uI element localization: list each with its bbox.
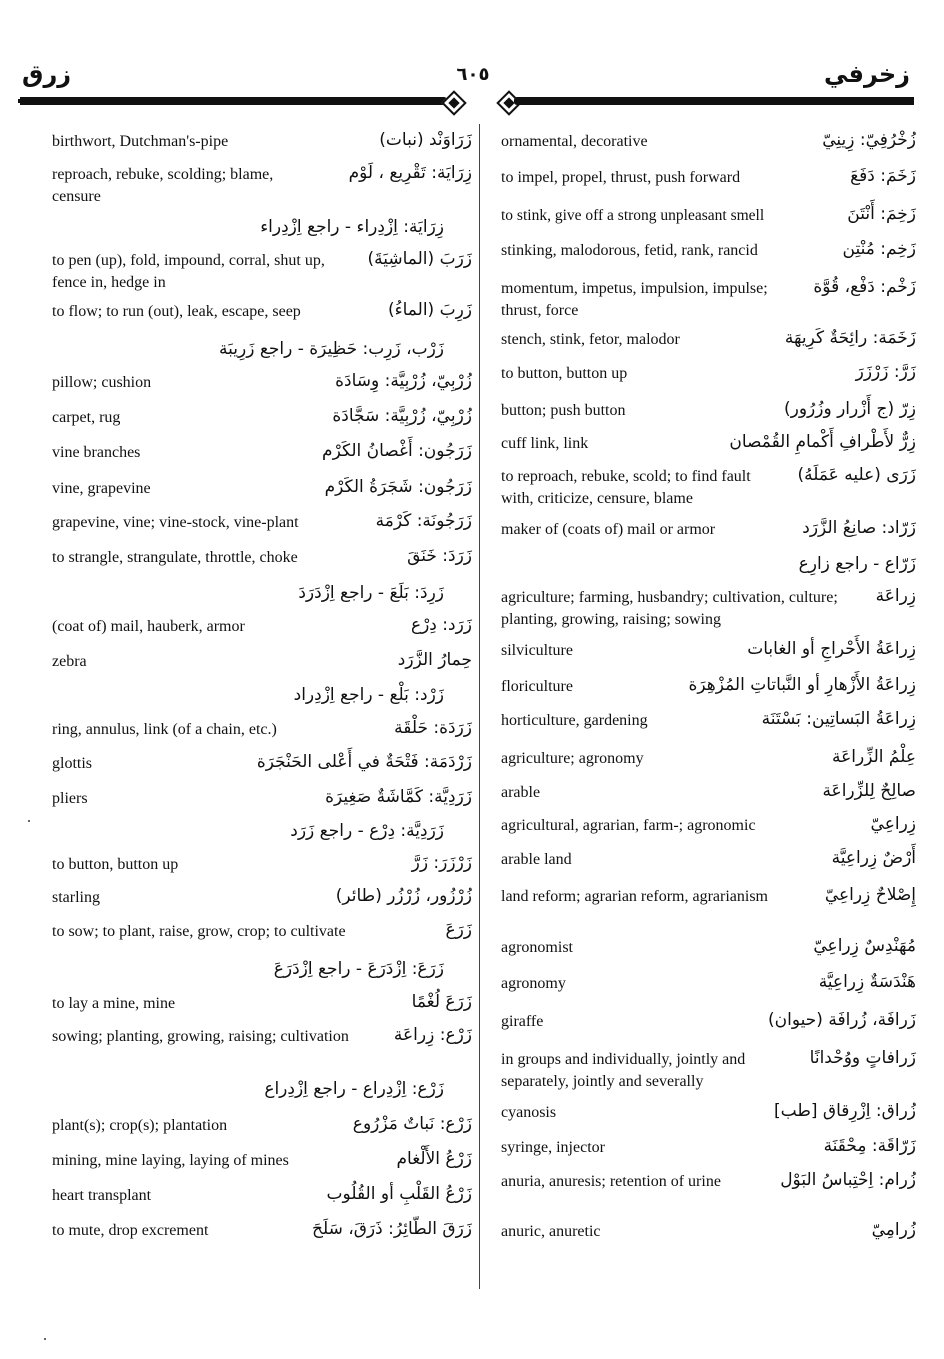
scan-speck	[28, 820, 30, 822]
arabic-headword: زَرَدَ: خَنَقَ	[407, 546, 472, 566]
arabic-headword: زِرَايَة: تَقْرِيع ، لَوْم	[348, 163, 472, 183]
arabic-headword: زُرْبِيّ، زُرْبِيَّة: سَجَّادَة	[332, 406, 472, 426]
arabic-headword: زِرٌّ لأَطْرافِ أَكْمامِ القُمْصان	[729, 432, 916, 452]
arabic-cross-reference: زَرْب، زَرِب: حَظِيرَة - راجع زَرِيبَة	[219, 339, 444, 359]
english-definition: to strangle, strangulate, throttle, choke	[52, 549, 298, 566]
arabic-cross-reference: زَرَدِيَّة: دِرْع - راجع زَرَد	[290, 821, 444, 841]
arabic-headword: زَرَجُون: شَجَرَةُ الكَرْم	[324, 477, 472, 497]
english-definition: to reproach, rebuke, scold; to find fault with, criticize, censure, blame	[501, 468, 751, 507]
arabic-headword: زَرْعُ الأَلْغام	[396, 1149, 472, 1169]
english-definition: starling	[52, 889, 100, 906]
english-definition: sowing; planting, growing, raising; cultivation	[52, 1028, 349, 1045]
english-definition: to stink, give off a strong unpleasant smell	[501, 207, 765, 224]
english-definition: syringe, injector	[501, 1139, 605, 1156]
english-definition: to button, button up	[501, 365, 628, 382]
arabic-headword: زَرَدِيَّة: كَمَّاشَةٌ صَغِيرَة	[325, 787, 472, 807]
arabic-headword: زُرامِيّ	[871, 1220, 916, 1240]
arabic-headword: زِراعَةُ البَساتِين: بَسْتَنَة	[761, 709, 916, 729]
page-number: ٦٠٥	[456, 64, 490, 85]
arabic-cross-reference: زَرِدَ: بَلَعَ - راجع اِزْدَرَدَ	[298, 583, 444, 603]
english-definition: reproach, rebuke, scolding; blame, censure	[52, 166, 274, 205]
english-definition: zebra	[52, 653, 87, 670]
english-definition: floriculture	[501, 678, 573, 695]
english-definition: stench, stink, fetor, malodor	[501, 331, 680, 348]
column-divider	[479, 124, 480, 1289]
english-definition: agriculture; agronomy	[501, 750, 644, 767]
english-definition: plant(s); crop(s); plantation	[52, 1117, 228, 1134]
english-definition: anuria, anuresis; retention of urine	[501, 1173, 721, 1190]
english-definition: to pen (up), fold, impound, corral, shut up, fence in, hedge in	[52, 252, 325, 291]
english-definition: ornamental, decorative	[501, 133, 648, 150]
arabic-headword: زَرّاقَة: مِحْقَنَة	[823, 1136, 916, 1156]
arabic-headword: زَرْع: زِراعَة	[393, 1025, 472, 1045]
left-guide-word: زرق	[22, 60, 72, 88]
english-definition: pliers	[52, 790, 88, 807]
english-definition: giraffe	[501, 1013, 544, 1030]
arabic-headword: زُرْزُور، زُرْزُر (طائر)	[335, 886, 472, 906]
arabic-headword: زَرَى (عليه عَمَلَهُ)	[797, 465, 916, 485]
arabic-headword: زُرام: اِحْتِباسُ البَوْل	[780, 1170, 916, 1190]
english-definition: vine, grapevine	[52, 480, 151, 497]
english-definition: silviculture	[501, 642, 573, 659]
english-definition: anuric, anuretic	[501, 1223, 601, 1240]
arabic-headword: زَرَعَ لُغْمًا	[411, 992, 472, 1012]
arabic-headword: زَرْزَرَ: زَرَّ	[411, 853, 472, 873]
arabic-headword: زِراعِيّ	[870, 814, 916, 834]
right-guide-word: زخرفي	[823, 60, 910, 88]
arabic-headword: زَرْدَمَة: فَتْحَةٌ في أَعْلى الحَنْجَرَة	[256, 752, 472, 772]
arabic-headword: زَخَمَة: رائِحَةٌ كَرِيهَة	[784, 328, 916, 348]
english-definition: to impel, propel, thrust, push forward	[501, 169, 741, 186]
arabic-headword: زَرَعَ	[445, 920, 472, 940]
arabic-headword: زِراعَةُ الأَحْراجِ أو الغابات	[747, 639, 916, 659]
english-definition: to flow; to run (out), leak, escape, seep	[52, 303, 301, 320]
english-definition: ring, annulus, link (of a chain, etc.)	[52, 721, 277, 738]
arabic-headword: زِراعَة	[875, 586, 916, 606]
arabic-headword: زَرافَة، زُرافَة (حيوان)	[768, 1010, 916, 1030]
english-definition: in groups and individually, jointly and separately, jointly and severally	[501, 1051, 746, 1090]
arabic-headword: عِلْمُ الزِّراعَة	[832, 747, 916, 767]
english-definition: cuff link, link	[501, 435, 589, 452]
arabic-headword: زَرْع: نَباتٌ مَزْرُوع	[352, 1114, 472, 1134]
arabic-headword: زَرِبَ (الماءُ)	[388, 300, 472, 320]
arabic-headword: زَخَمَ: دَفَعَ	[850, 166, 916, 186]
english-definition: agricultural, agrarian, farm-; agronomic	[501, 817, 756, 834]
arabic-headword: زَرَبَ (الماشِيَةَ)	[367, 249, 472, 269]
english-definition: grapevine, vine; vine-stock, vine-plant	[52, 514, 299, 531]
english-definition: button; push button	[501, 402, 626, 419]
arabic-headword: زَرَد: دِرْع	[410, 615, 472, 635]
english-definition: to lay a mine, mine	[52, 995, 176, 1012]
english-definition: cyanosis	[501, 1104, 557, 1121]
page-header	[0, 52, 944, 102]
arabic-headword: زَرَدَة: حَلْقَة	[394, 718, 472, 738]
arabic-headword: زُراق: اِزْرِقاق [طب]	[774, 1101, 916, 1121]
arabic-headword: زَرَّ: زَرْزَرَ	[855, 362, 916, 382]
arabic-headword: زُرْبِيّ، زُرْبِيَّة: وِسَادَة	[335, 371, 472, 391]
arabic-headword: زَرَجُون: أَغْصانُ الكَرْم	[322, 441, 472, 461]
english-definition: carpet, rug	[52, 409, 121, 426]
english-definition: vine branches	[52, 444, 141, 461]
english-definition: land reform; agrarian reform, agrarianism	[501, 888, 768, 905]
english-definition: agronomist	[501, 939, 573, 956]
english-definition: heart transplant	[52, 1187, 152, 1204]
english-definition: glottis	[52, 755, 93, 772]
english-definition: agronomy	[501, 975, 566, 992]
arabic-headword: زَخْم: دَفْع، قُوَّة	[813, 277, 916, 297]
arabic-cross-reference: زَرَعَ: اِزْدَرَعَ - راجع اِزْدَرَعَ	[273, 959, 444, 979]
english-definition: mining, mine laying, laying of mines	[52, 1152, 289, 1169]
arabic-cross-reference: زَرْع: اِزْدِراع - راجع اِزْدِراع	[264, 1079, 444, 1099]
arabic-headword: زُخْرُفِيّ: زِينِيّ	[822, 130, 916, 150]
arabic-cross-reference: زَرْد: بَلْع - راجع اِزْدِراد	[293, 685, 444, 705]
english-definition: pillow; cushion	[52, 374, 152, 391]
arabic-headword: زَخِم: مُنْتِن	[842, 239, 916, 259]
english-definition: to mute, drop excrement	[52, 1222, 209, 1239]
arabic-headword: هَنْدَسَةٌ زِراعِيَّة	[818, 972, 916, 992]
arabic-headword: زَرَاوَنْد (نبات)	[379, 130, 472, 150]
arabic-headword: أَرْضٌ زِراعِيَّة	[831, 848, 916, 868]
arabic-headword: زَرَجُونَة: كَرْمَة	[375, 511, 472, 531]
arabic-headword: زَرَقَ الطّائِرُ: ذَرَقَ، سَلَحَ	[312, 1219, 472, 1239]
english-definition: horticulture, gardening	[501, 712, 648, 729]
arabic-headword: زَرْعُ القَلْبِ أو القُلُوب	[326, 1184, 472, 1204]
english-definition: to button, button up	[52, 856, 179, 873]
arabic-headword: صالِحٌ لِلزِّراعَة	[822, 781, 916, 801]
english-definition: maker of (coats of) mail or armor	[501, 521, 716, 538]
arabic-headword: مُهَنْدِسٌ زِراعِيّ	[813, 936, 916, 956]
english-definition: stinking, malodorous, fetid, rank, rancid	[501, 242, 758, 259]
arabic-headword: حِمارُ الزَّرَد	[397, 650, 472, 670]
header-rule-left	[20, 97, 447, 105]
english-definition: agriculture; farming, husbandry; cultivation, culture; planting, growing, raising; sowing	[501, 589, 838, 628]
arabic-headword: زَرافاتٍ ووُحْدانًا	[809, 1048, 916, 1068]
arabic-headword: زَخِمَ: أَنْتَنَ	[847, 204, 916, 224]
arabic-cross-reference: زَرّاع - راجع زارِع	[798, 554, 916, 574]
arabic-headword: زِراعَةُ الأَزْهارِ أو النَّباتاتِ المُزْهِرَة	[688, 675, 916, 695]
english-definition: (coat of) mail, hauberk, armor	[52, 618, 245, 635]
english-definition: arable land	[501, 851, 572, 868]
english-definition: to sow; to plant, raise, grow, crop; to cultivate	[52, 923, 346, 940]
english-definition: momentum, impetus, impulsion, impulse; thrust, force	[501, 280, 768, 319]
arabic-headword: زَرّاد: صانِعُ الزَّرَد	[802, 518, 916, 538]
header-rule-right	[514, 97, 914, 105]
english-definition: arable	[501, 784, 541, 801]
arabic-headword: إِصْلاحٌ زِراعِيّ	[824, 885, 916, 905]
arabic-cross-reference: زِرَايَة: اِزْدِراء - راجع اِزْدِراء	[260, 217, 444, 237]
scan-speck	[44, 1338, 46, 1340]
english-definition: birthwort, Dutchman's-pipe	[52, 133, 229, 150]
arabic-headword: زِرّ (ج أَزْرار وزُرُور)	[784, 399, 916, 419]
